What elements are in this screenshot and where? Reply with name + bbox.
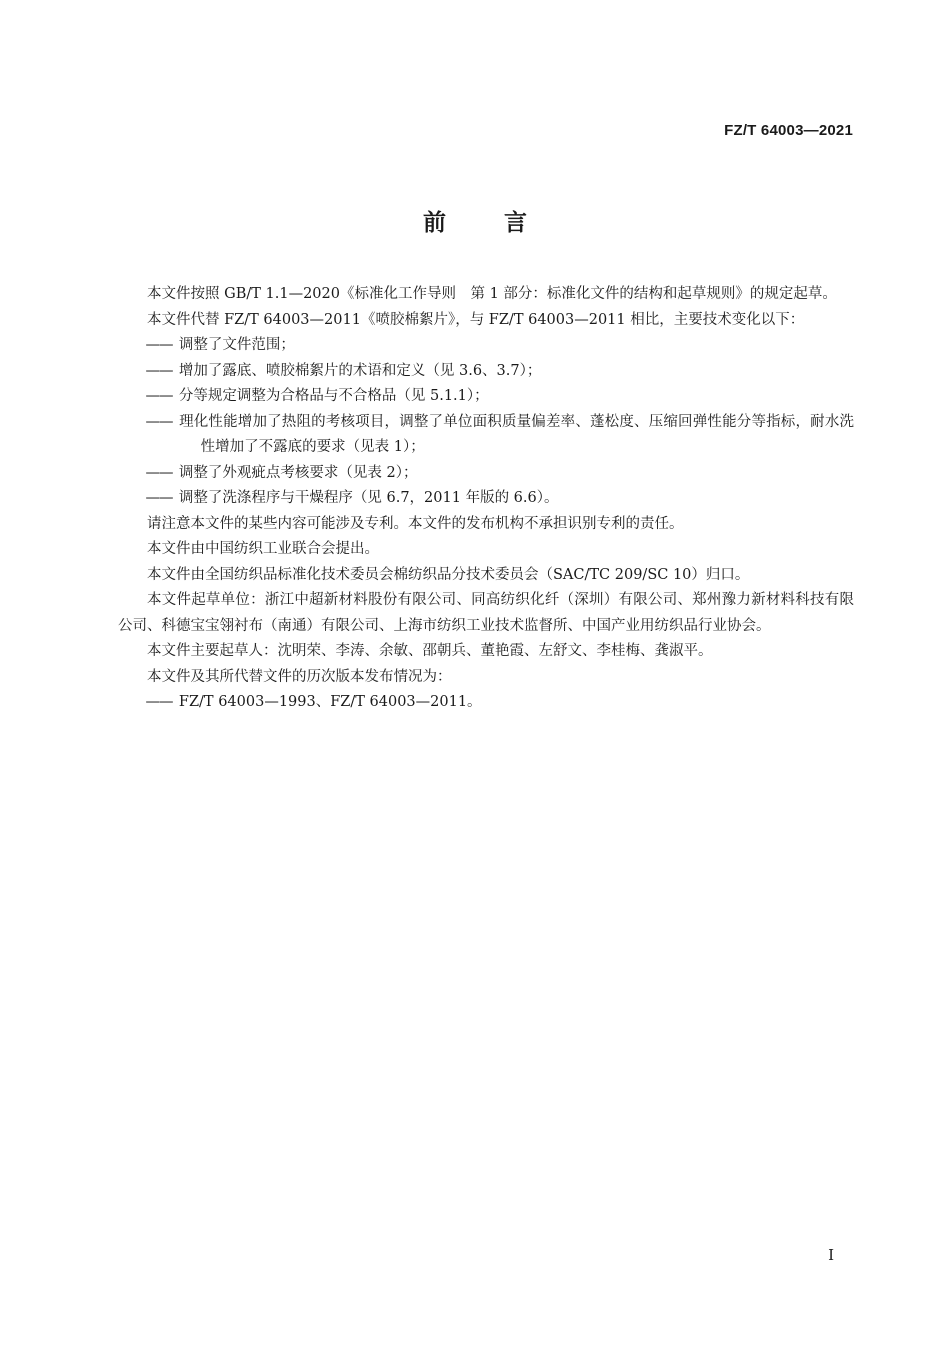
paragraph-proposer: 本文件由中国纺织工业联合会提出。 bbox=[147, 541, 379, 557]
paragraph-drafters: 本文件主要起草人：沈明荣、李涛、余敏、邵朝兵、董艳霞、左舒文、李桂梅、龚淑平。 bbox=[147, 643, 713, 659]
standard-number: FZ/T 64003—2021 bbox=[724, 122, 853, 139]
change-item-text: 分等规定调整为合格品与不合格品（见 5.1.1）； bbox=[178, 388, 489, 404]
dash-marker: —— bbox=[145, 490, 173, 506]
paragraph-drafting-units: 本文件起草单位：浙江中超新材料股份有限公司、同高纺织化纤（深圳）有限公司、郑州豫力新材料科技有限公司、科德宝宝翎衬布（南通）有限公司、上海市纺织工业技术监督所、中国产业用纺织品行业协会。 bbox=[118, 592, 854, 634]
paragraph-committee: 本文件由全国纺织品标准化技术委员会棉纺织品分技术委员会（SAC/TC 209/SC 10）归口。 bbox=[147, 566, 750, 583]
paragraph-history-intro: 本文件及其所代替文件的历次版本发布情况为： bbox=[147, 668, 452, 685]
page-title: 前言 bbox=[423, 210, 585, 236]
paragraph-drafting-basis: 本文件按照 GB/T 1.1—2020《标准化工作导则 第 1 部分：标准化文件的结构和起草规则》的规定起草。 bbox=[147, 286, 837, 302]
history-item-text: FZ/T 64003—1993、FZ/T 64003—2011。 bbox=[178, 694, 482, 710]
dash-marker: —— bbox=[145, 388, 173, 404]
change-item bbox=[146, 410, 854, 461]
dash-marker: —— bbox=[145, 413, 173, 430]
dash-marker: —— bbox=[145, 694, 173, 710]
foreword-content bbox=[118, 282, 854, 716]
change-item-text: 调整了洗涤程序与干燥程序（见 6.7，2011 年版的 6.6）。 bbox=[178, 490, 559, 506]
dash-marker: —— bbox=[145, 464, 173, 481]
change-item bbox=[146, 333, 854, 359]
change-item bbox=[146, 384, 854, 410]
dash-marker: —— bbox=[145, 337, 173, 353]
change-item bbox=[146, 359, 854, 385]
change-item-text: 增加了露底、喷胶棉絮片的术语和定义（见 3.6、3.7）； bbox=[178, 362, 542, 379]
change-item-text: 调整了外观疵点考核要求（见表 2）； bbox=[178, 464, 418, 481]
change-item-text: 理化性能增加了热阻的考核项目，调整了单位面积质量偏差率、蓬松度、压缩回弹性能分等指标，耐水洗性增加了不露底的要求（见表 1）； bbox=[178, 413, 854, 455]
paragraph-patent-notice: 请注意本文件的某些内容可能涉及专利。本文件的发布机构不承担识别专利的责任。 bbox=[147, 515, 684, 532]
change-item bbox=[146, 486, 854, 512]
change-item bbox=[146, 461, 854, 487]
page-number: I bbox=[828, 1246, 834, 1264]
dash-marker: —— bbox=[145, 362, 173, 379]
history-item bbox=[146, 690, 854, 716]
paragraph-replacement: 本文件代替 FZ/T 64003—2011《喷胶棉絮片》，与 FZ/T 64003—2011 相比，主要技术变化以下： bbox=[147, 311, 805, 328]
change-item-text: 调整了文件范围； bbox=[178, 337, 295, 353]
